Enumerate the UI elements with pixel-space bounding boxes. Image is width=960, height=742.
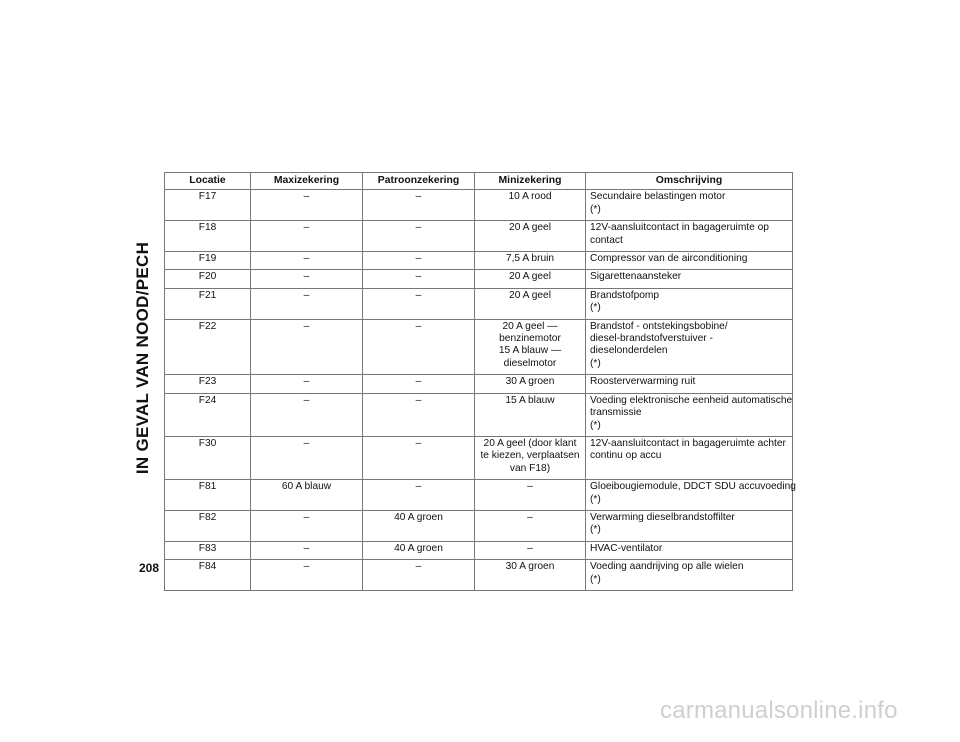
cell-minizekering <box>475 393 586 436</box>
cell-maxizekering: – <box>251 541 363 559</box>
cell-patroonzekering: – <box>363 480 475 511</box>
cell-locatie: F22 <box>165 319 251 375</box>
cell-locatie: F23 <box>165 375 251 393</box>
table-row <box>165 190 793 221</box>
cell-omschrijving <box>586 190 793 221</box>
cell-patroonzekering: – <box>363 393 475 436</box>
cell-omschrijving <box>586 270 793 288</box>
cell-omschrijving-line: (*) <box>590 493 601 505</box>
cell-minizekering <box>475 190 586 221</box>
table-row <box>165 375 793 393</box>
section-title <box>128 165 158 550</box>
cell-minizekering <box>475 221 586 252</box>
cell-omschrijving-line: transmissie <box>590 407 642 419</box>
cell-locatie: F82 <box>165 510 251 541</box>
table-row <box>165 270 793 288</box>
header-locatie: Locatie <box>165 173 251 190</box>
cell-omschrijving-line: diesel-brandstofverstuiver - <box>590 333 713 345</box>
cell-omschrijving-line: (*) <box>590 573 601 585</box>
cell-minizekering-line: – <box>527 542 533 554</box>
cell-minizekering-line: 20 A geel <box>509 289 551 301</box>
table-row <box>165 541 793 559</box>
cell-maxizekering: – <box>251 436 363 479</box>
cell-maxizekering: – <box>251 510 363 541</box>
cell-omschrijving <box>586 560 793 591</box>
cell-maxizekering: – <box>251 252 363 270</box>
cell-omschrijving-line: Brandstofpomp <box>590 289 660 301</box>
cell-patroonzekering: – <box>363 436 475 479</box>
cell-minizekering-line: te kiezen, verplaatsen <box>480 450 580 462</box>
cell-minizekering-line: – <box>527 481 533 493</box>
header-omschrijving: Omschrijving <box>586 173 793 190</box>
cell-omschrijving <box>586 480 796 511</box>
cell-minizekering <box>475 270 586 288</box>
cell-omschrijving-line: (*) <box>590 203 601 215</box>
header-minizekering: Minizekering <box>475 173 586 190</box>
cell-patroonzekering: – <box>363 221 475 252</box>
cell-maxizekering: – <box>251 393 363 436</box>
cell-omschrijving-line: HVAC-ventilator <box>590 542 663 554</box>
cell-maxizekering: – <box>251 190 363 221</box>
cell-omschrijving <box>586 510 793 541</box>
cell-minizekering <box>475 319 586 375</box>
section-title-text: IN GEVAL VAN NOOD/PECH <box>133 241 152 474</box>
cell-patroonzekering: 40 A groen <box>363 541 475 559</box>
fuse-table-body <box>165 190 796 591</box>
cell-omschrijving-line: Secundaire belastingen motor <box>590 191 726 203</box>
table-row <box>165 560 793 591</box>
cell-locatie: F20 <box>165 270 251 288</box>
cell-omschrijving <box>586 436 793 479</box>
cell-maxizekering: 60 A blauw <box>251 480 363 511</box>
cell-minizekering-line: 20 A geel <box>509 222 551 234</box>
cell-locatie: F84 <box>165 560 251 591</box>
cell-omschrijving <box>586 375 793 393</box>
cell-minizekering-line: 10 A rood <box>508 191 552 203</box>
cell-omschrijving-line: (*) <box>590 302 601 314</box>
cell-minizekering-line: van F18) <box>509 462 551 474</box>
cell-locatie: F19 <box>165 252 251 270</box>
table-row <box>165 319 793 375</box>
cell-omschrijving-line: Compressor van de airconditioning <box>590 253 748 265</box>
cell-minizekering <box>475 375 586 393</box>
cell-locatie: F18 <box>165 221 251 252</box>
cell-minizekering-line: dieselmotor <box>503 357 557 369</box>
cell-minizekering-line: 30 A groen <box>505 376 555 388</box>
cell-omschrijving <box>586 252 793 270</box>
cell-patroonzekering: – <box>363 375 475 393</box>
cell-locatie: F81 <box>165 480 251 511</box>
cell-minizekering-line: benzinemotor <box>499 333 561 345</box>
cell-minizekering-line: 7,5 A bruin <box>505 253 555 265</box>
header-patroonzekering: Patroonzekering <box>363 173 475 190</box>
cell-minizekering-line: 20 A geel <box>509 271 551 283</box>
cell-patroonzekering: – <box>363 252 475 270</box>
cell-locatie: F17 <box>165 190 251 221</box>
table-row <box>165 480 793 511</box>
watermark: carmanualsonline.info <box>660 697 898 724</box>
cell-omschrijving <box>586 319 793 375</box>
cell-omschrijving-line: dieselonderdelen <box>590 345 668 357</box>
cell-locatie: F83 <box>165 541 251 559</box>
cell-minizekering-line: 20 A geel — <box>502 320 558 332</box>
cell-patroonzekering: – <box>363 190 475 221</box>
cell-patroonzekering: – <box>363 560 475 591</box>
cell-maxizekering: – <box>251 288 363 319</box>
cell-minizekering <box>475 252 586 270</box>
cell-locatie: F24 <box>165 393 251 436</box>
cell-minizekering <box>475 436 586 479</box>
cell-patroonzekering: – <box>363 288 475 319</box>
cell-minizekering-line: 15 A blauw <box>505 394 555 406</box>
cell-patroonzekering: – <box>363 319 475 375</box>
cell-omschrijving-line: Voeding elektronische eenheid automatische <box>590 394 793 406</box>
cell-omschrijving-line: Brandstof - ontstekingsbobine/ <box>590 320 728 332</box>
cell-locatie: F30 <box>165 436 251 479</box>
table-row <box>165 436 793 479</box>
cell-maxizekering: – <box>251 560 363 591</box>
cell-minizekering-line: 30 A groen <box>505 561 555 573</box>
table-row <box>165 288 793 319</box>
cell-omschrijving-line: Gloeibougiemodule, DDCT SDU accuvoeding <box>590 481 796 493</box>
cell-omschrijving-line: Voeding aandrijving op alle wielen <box>590 561 744 573</box>
cell-omschrijving-line: (*) <box>590 357 601 369</box>
cell-locatie: F21 <box>165 288 251 319</box>
cell-omschrijving-line: contact <box>590 234 623 246</box>
cell-minizekering <box>475 510 586 541</box>
cell-maxizekering: – <box>251 270 363 288</box>
cell-omschrijving <box>586 221 793 252</box>
cell-maxizekering: – <box>251 375 363 393</box>
cell-omschrijving-line: (*) <box>590 524 601 536</box>
cell-patroonzekering: – <box>363 270 475 288</box>
cell-omschrijving-line: continu op accu <box>590 450 662 462</box>
cell-omschrijving-line: Roosterverwarming ruit <box>590 376 696 388</box>
table-header-row <box>165 173 793 190</box>
table-row <box>165 252 793 270</box>
cell-minizekering <box>475 480 586 511</box>
fuse-table <box>164 172 796 591</box>
cell-omschrijving <box>586 393 793 436</box>
cell-omschrijving <box>586 288 793 319</box>
cell-patroonzekering: 40 A groen <box>363 510 475 541</box>
cell-omschrijving-line: 12V-aansluitcontact in bagageruimte op <box>590 222 769 234</box>
table-row <box>165 510 793 541</box>
cell-minizekering <box>475 560 586 591</box>
cell-omschrijving-line: Sigarettenaansteker <box>590 271 682 283</box>
cell-minizekering <box>475 288 586 319</box>
cell-minizekering-line: 15 A blauw — <box>498 345 562 357</box>
header-maxizekering: Maxizekering <box>251 173 363 190</box>
cell-omschrijving-line: Verwarming dieselbrandstoffilter <box>590 511 735 523</box>
cell-minizekering <box>475 541 586 559</box>
table-row <box>165 221 793 252</box>
cell-maxizekering: – <box>251 319 363 375</box>
cell-maxizekering: – <box>251 221 363 252</box>
cell-minizekering-line: 20 A geel (door klant <box>483 437 577 449</box>
cell-minizekering-line: – <box>527 511 533 523</box>
cell-omschrijving <box>586 541 793 559</box>
table-row <box>165 393 793 436</box>
page-number: 208 <box>139 561 160 575</box>
cell-omschrijving-line: (*) <box>590 419 601 431</box>
cell-omschrijving-line: 12V-aansluitcontact in bagageruimte achter <box>590 437 786 449</box>
